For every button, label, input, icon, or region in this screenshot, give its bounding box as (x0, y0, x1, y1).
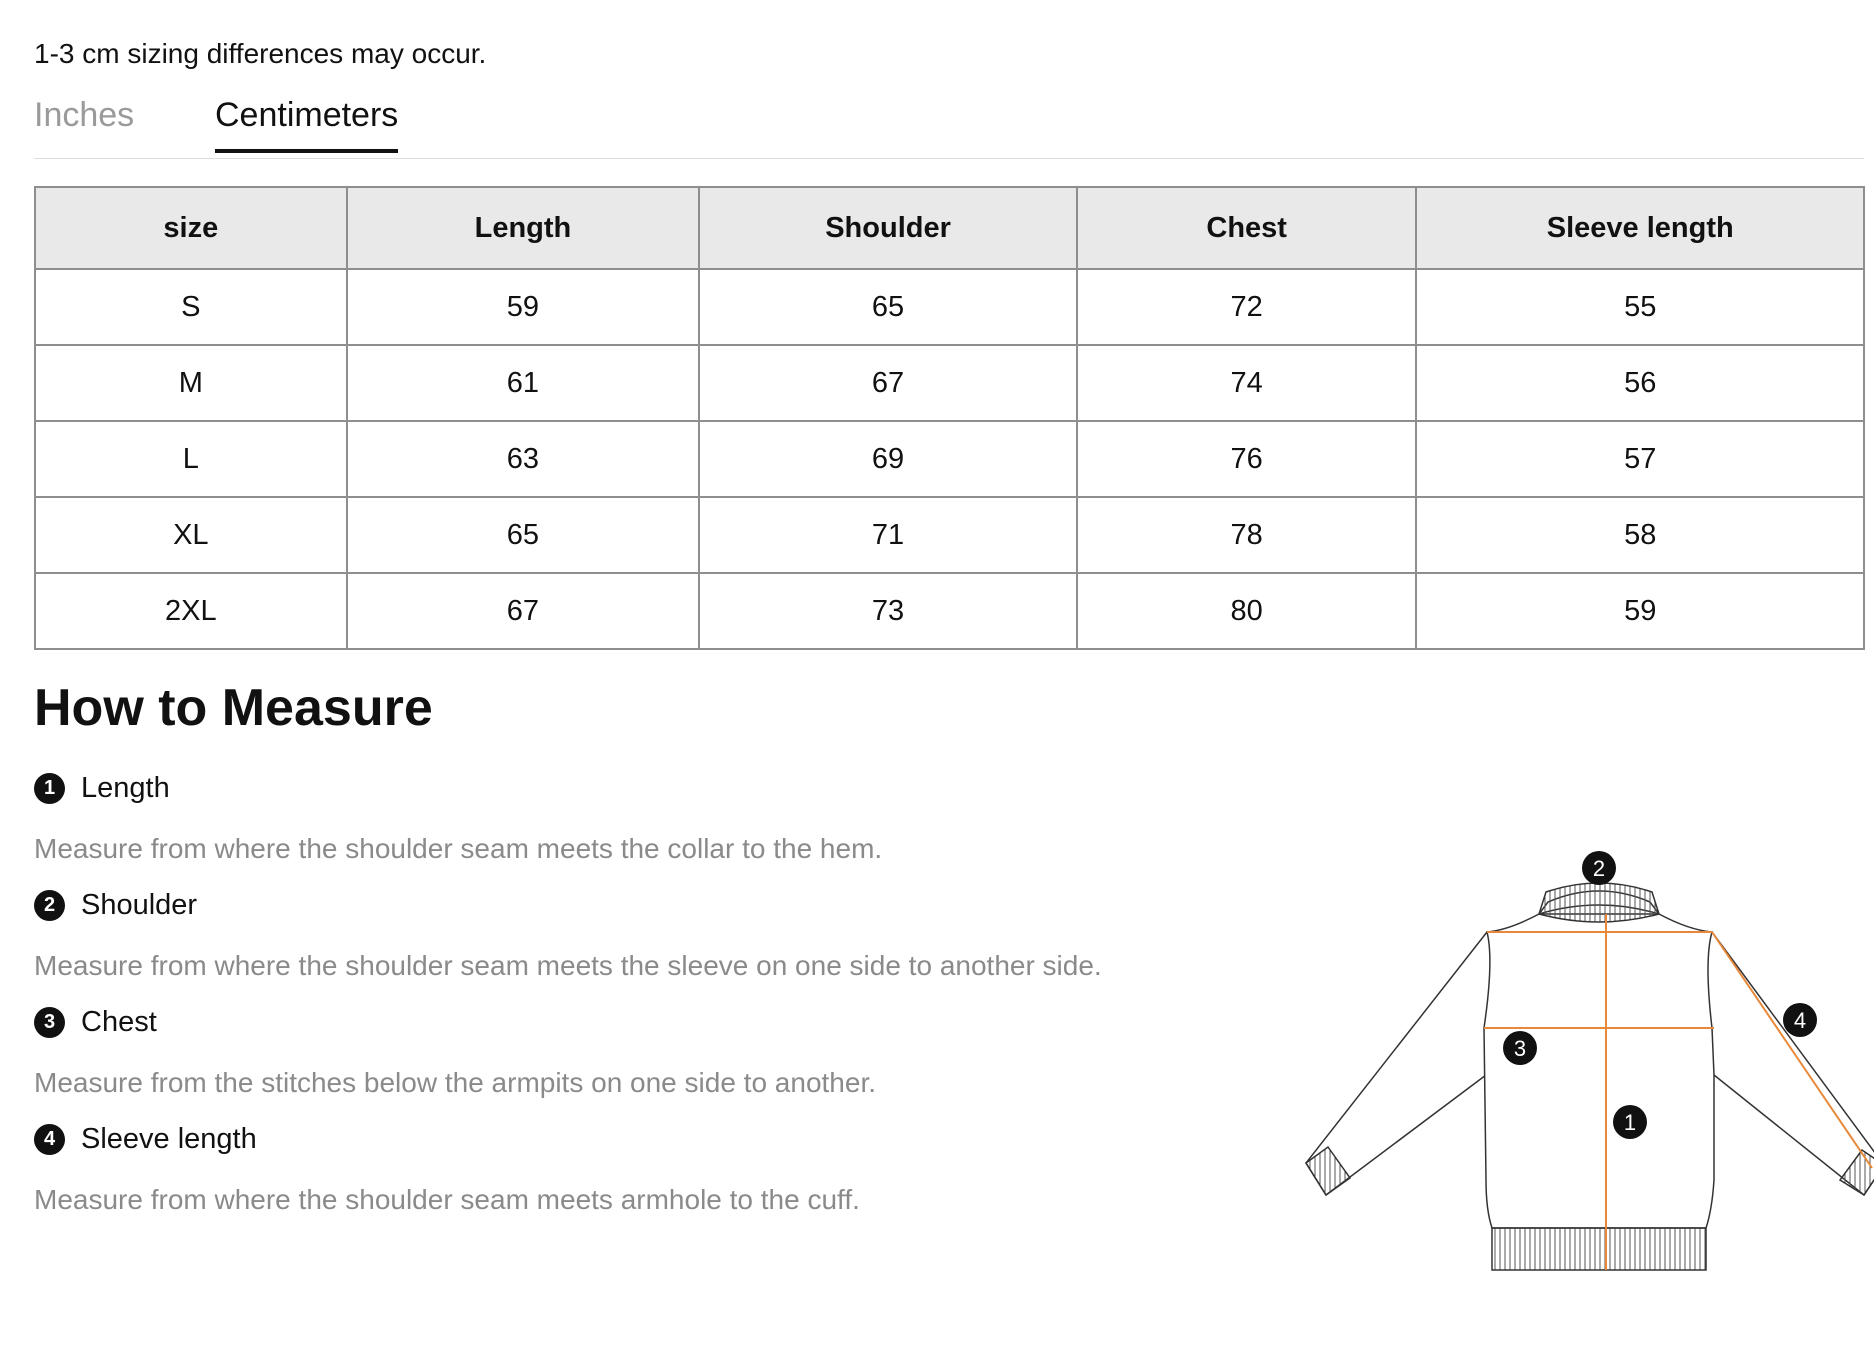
measure-item-sleeve-length (34, 1119, 1234, 1216)
table-row (35, 269, 1864, 345)
table-cell: 76 (1077, 421, 1417, 497)
measure-item-shoulder (34, 885, 1234, 982)
table-row (35, 421, 1864, 497)
table-cell: 80 (1077, 573, 1417, 649)
table-cell: 2XL (35, 573, 347, 649)
marker-label: 4 (1793, 1008, 1807, 1033)
marker-label: 3 (1513, 1036, 1527, 1061)
tab-centimeters[interactable]: Centimeters (215, 96, 398, 153)
measure-item-length (34, 768, 1234, 865)
number-4-icon: 4 (34, 1124, 65, 1155)
table-row (35, 497, 1864, 573)
measure-item-description: Measure from where the shoulder seam meets the collar to the hem. (34, 833, 883, 864)
table-cell: 59 (1416, 573, 1864, 649)
marker-label: 1 (1623, 1110, 1637, 1135)
table-cell: 73 (699, 573, 1077, 649)
measure-item-title (34, 1002, 1234, 1042)
measure-item-label: Chest (81, 1005, 157, 1038)
table-cell: 67 (699, 345, 1077, 421)
table-header-row (35, 187, 1864, 269)
number-1-icon: 1 (34, 773, 65, 804)
collar (1539, 883, 1659, 922)
measure-item-description: Measure from where the shoulder seam meets the sleeve on one side to another side. (34, 950, 1102, 981)
measure-item-title (34, 768, 1234, 808)
measure-item-label: Length (81, 771, 170, 804)
measure-item-description: Measure from the stitches below the armpits on one side to another. (34, 1067, 877, 1098)
table-cell: XL (35, 497, 347, 573)
hem-ribbing (1492, 1228, 1706, 1270)
table-cell: 74 (1077, 345, 1417, 421)
table-cell: 55 (1416, 269, 1864, 345)
table-row (35, 345, 1864, 421)
table-cell: 65 (699, 269, 1077, 345)
table-cell: 63 (347, 421, 700, 497)
sizing-notice: 1-3 cm sizing differences may occur. (34, 38, 487, 69)
table-cell: 59 (347, 269, 700, 345)
column-header-length: Length (347, 187, 700, 269)
table-cell: 57 (1416, 421, 1864, 497)
tab-inches[interactable]: Inches (34, 96, 135, 134)
measure-item-label: Shoulder (81, 888, 198, 921)
measure-item-title (34, 1119, 1234, 1159)
marker-label: 2 (1592, 856, 1606, 881)
table-cell: M (35, 345, 347, 421)
sweater-diagram (1294, 850, 1874, 1280)
measure-item-label: Sleeve length (81, 1122, 257, 1155)
column-header-sleeve-length: Sleeve length (1416, 187, 1864, 269)
table-cell: 56 (1416, 345, 1864, 421)
measure-item-chest (34, 1002, 1234, 1099)
column-header-shoulder: Shoulder (699, 187, 1077, 269)
table-cell: S (35, 269, 347, 345)
how-to-measure-title: How to Measure (34, 679, 433, 737)
table-row (35, 573, 1864, 649)
column-header-size: size (35, 187, 347, 269)
table-cell: L (35, 421, 347, 497)
table-cell: 67 (347, 573, 700, 649)
table-cell: 71 (699, 497, 1077, 573)
table-cell: 61 (347, 345, 700, 421)
measure-item-title (34, 885, 1234, 925)
table-cell: 69 (699, 421, 1077, 497)
sweater-outline (1306, 914, 1874, 1228)
table-cell: 72 (1077, 269, 1417, 345)
unit-tabs (34, 96, 1864, 159)
measure-item-description: Measure from where the shoulder seam meets armhole to the cuff. (34, 1184, 860, 1215)
size-table (34, 186, 1865, 650)
number-3-icon: 3 (34, 1007, 65, 1038)
table-cell: 65 (347, 497, 700, 573)
number-2-icon: 2 (34, 890, 65, 921)
column-header-chest: Chest (1077, 187, 1417, 269)
table-cell: 58 (1416, 497, 1864, 573)
table-cell: 78 (1077, 497, 1417, 573)
